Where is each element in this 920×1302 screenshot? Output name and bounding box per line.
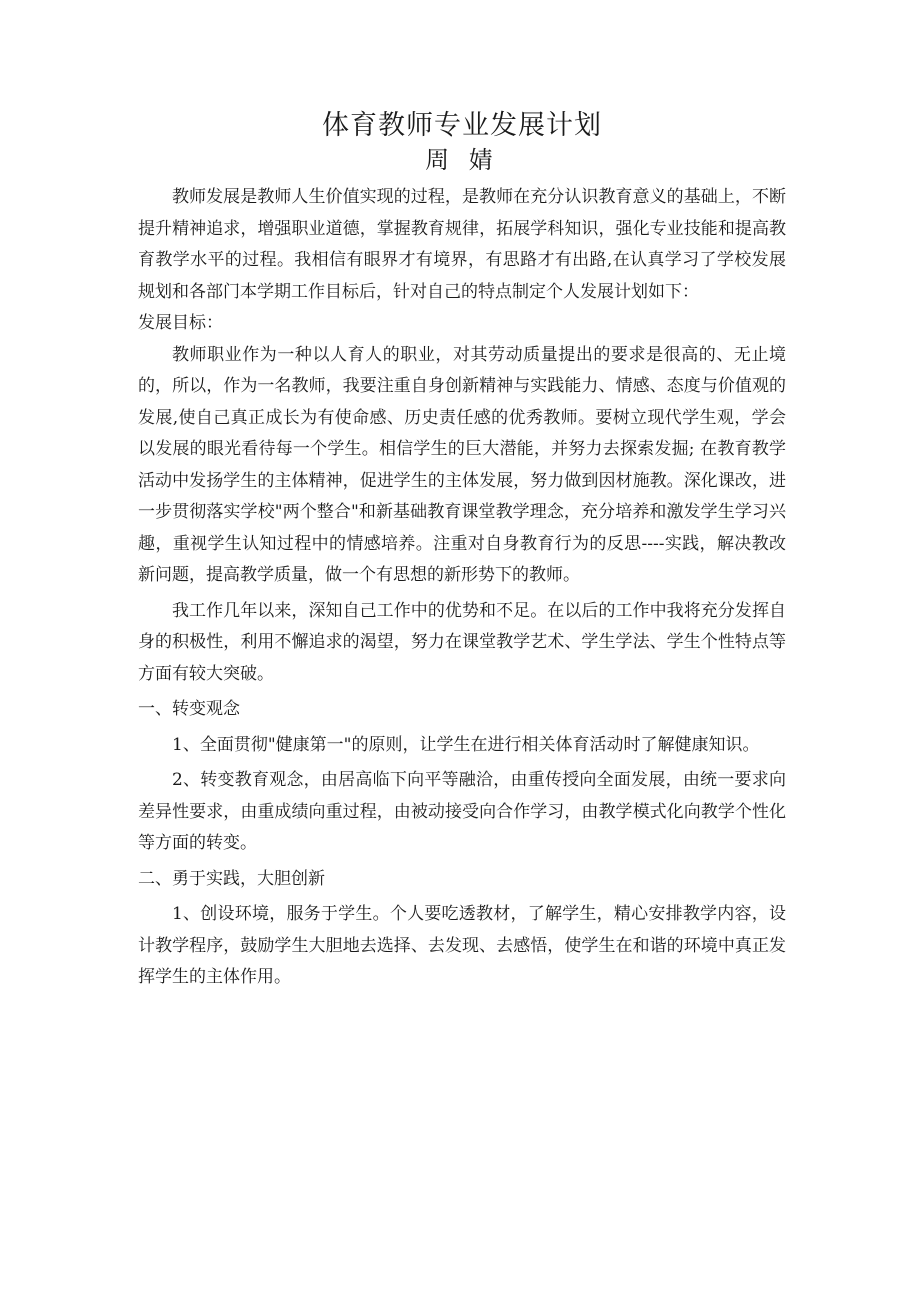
section-2-heading: 二、勇于实践，大胆创新	[138, 868, 325, 889]
section-1-item-1: 1、全面贯彻"健康第一"的原则，让学生在进行相关体育活动时了解健康知识。	[172, 734, 760, 755]
section-2-item-1: 1、创设环境，服务于学生。个人要吃透教材，了解学生，精心安排教学内容，设计教学程序，鼓励学生大胆地去选择、去发现、去感悟，使学生在和谐的环境中真正发挥学生的主体作用。	[138, 904, 786, 987]
document-page	[138, 108, 786, 994]
section-1-item-2: 2、转变教育观念，由居高临下向平等融洽，由重传授向全面发展，由统一要求向差异性要求，由重成绩向重过程，由被动接受向合作学习，由教学模式化向教学个性化等方面的转变。	[138, 770, 786, 853]
document-author: 周 婧	[425, 146, 499, 174]
intro-paragraph: 教师发展是教师人生价值实现的过程，是教师在充分认识教育意义的基础上，不断提升精神追求，增强职业道德，掌握教育规律，拓展学科知识，强化专业技能和提高教育教学水平的过程。我相信有眼界才有境界，有思路才有出路,在认真学习了学校发展规划和各部门本学期工作目标后，针对自己的特点制定个人发展计划如下：	[138, 187, 786, 302]
document-title: 体育教师专业发展计划	[322, 110, 602, 141]
section-1-heading: 一、转变观念	[138, 699, 240, 719]
goal-heading: 发展目标：	[138, 313, 223, 333]
goal-paragraph-1: 教师职业作为一种以人育人的职业，对其劳动质量提出的要求是很高的、无止境的，所以，作为一名教师，我要注重自身创新精神与实践能力、情感、态度与价值观的发展,使自己真正成长为有使命感、历史责任感的优秀教师。要树立现代学生观，学会以发展的眼光看待每一个学生。相信学生的巨大潜能，并努力去探索发掘; 在教育教学活动中发扬学生的主体精神，促进学生的主体发展，努力做到因材施教。深化课改，进一步贯彻落实学校"两个整合"和新基础教育课堂教学理念，充分培养和激发学生学习兴趣，重视学生认知过程中的情感培养。注重对自身教育行为的反思----实践，解决教改新问题，提高教学质量，做一个有思想的新形势下的教师。	[138, 344, 786, 585]
goal-paragraph-2: 我工作几年以来，深知自己工作中的优势和不足。在以后的工作中我将充分发挥自身的积极性，利用不懈追求的渴望，努力在课堂教学艺术、学生学法、学生个性特点等方面有较大突破。	[138, 600, 786, 684]
